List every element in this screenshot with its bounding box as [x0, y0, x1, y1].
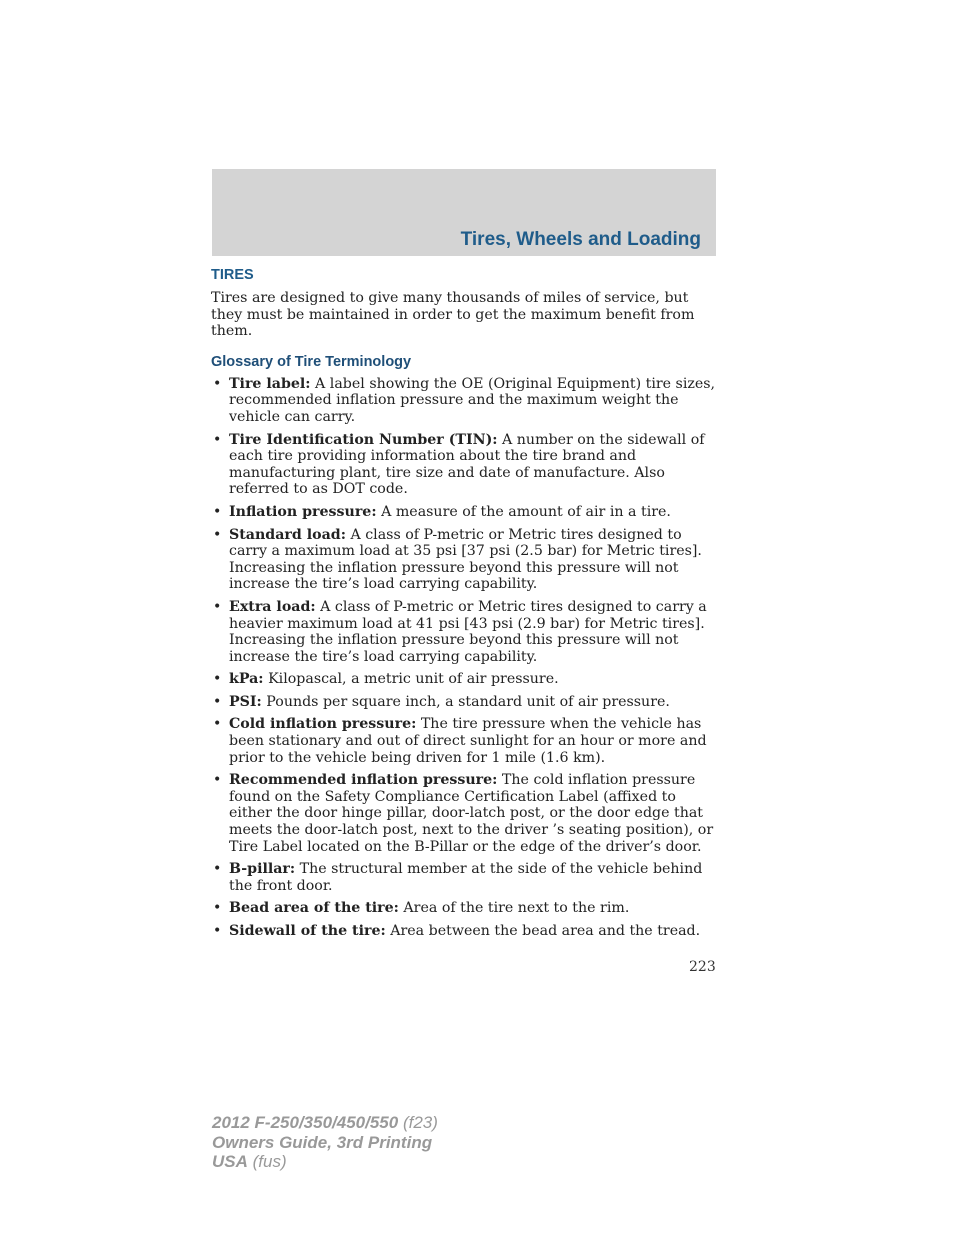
glossary-definition: Kilopascal, a metric unit of air pressure. [263, 671, 559, 688]
glossary-term: Tire label: [229, 375, 311, 392]
glossary-term: Cold inflation pressure: [229, 716, 417, 733]
glossary-item-b-pillar [211, 861, 717, 894]
glossary-term: Inflation pressure: [229, 503, 377, 520]
bullet-icon: • [213, 772, 222, 789]
intro-paragraph: Tires are designed to give many thousands of miles of service, but they must be maintained in order to get the maximum benefit from them. [211, 290, 695, 340]
glossary-item-kpa [211, 671, 717, 688]
bullet-icon: • [213, 598, 222, 615]
footer-line-printing: Owners Guide, 3rd Printing [212, 1132, 433, 1152]
glossary-definition: A class of P-metric or Metric tires designed to carry a maximum load at 35 psi [37 psi (2.5 bar) for Metric tires]. Increasing the inflation pressure beyond this pressure will not increase the tire’s load carrying capability. [229, 526, 702, 593]
bullet-icon: • [213, 671, 222, 688]
footer-model-code: (f23) [398, 1113, 438, 1132]
glossary-term: Standard load: [229, 526, 346, 543]
glossary-item-extra-load [211, 599, 717, 665]
footer-market: USA [212, 1152, 248, 1171]
glossary-item-tin [211, 432, 717, 498]
section-title: TIRES [211, 267, 254, 283]
bullet-icon: • [213, 526, 222, 543]
glossary-item-cold-inflation [211, 716, 717, 766]
glossary-term: Recommended inflation pressure: [229, 772, 498, 789]
glossary-definition: A label showing the OE (Original Equipment) tire sizes, recommended inflation pressure and the maximum weight the vehicle can carry. [229, 375, 716, 425]
glossary-list [211, 376, 717, 940]
footer-model: 2012 F-250/350/450/550 [212, 1113, 399, 1132]
bullet-icon: • [213, 503, 222, 520]
glossary-term: PSI: [229, 693, 262, 710]
glossary-item-sidewall [211, 923, 717, 940]
glossary-item-recommended-inflation [211, 772, 717, 855]
glossary-term: Tire Identification Number (TIN): [229, 431, 498, 448]
glossary-term: kPa: [229, 671, 264, 688]
glossary-item-tire-label [211, 376, 717, 426]
glossary-definition: A number on the sidewall of each tire providing information about the tire brand and manufacturing plant, tire size and date of manufacture. Also referred to as DOT code. [229, 431, 705, 498]
footer-edition-info [212, 1113, 438, 1172]
header-band [212, 169, 716, 256]
glossary-term: Extra load: [229, 598, 316, 615]
bullet-icon: • [213, 923, 222, 939]
glossary-definition: Area of the tire next to the rim. [398, 900, 630, 917]
glossary-definition: The tire pressure when the vehicle has been stationary and out of direct sunlight for an hour or more and prior to the vehicle being driven for 1 mile (1.6 km). [229, 716, 707, 766]
page-content [211, 266, 717, 946]
glossary-item-inflation-pressure [211, 504, 717, 521]
footer-market-code: (fus) [247, 1152, 287, 1171]
footer-line-market [212, 1152, 438, 1172]
bullet-icon: • [213, 716, 222, 733]
glossary-definition: Area between the bead area and the tread. [385, 923, 701, 939]
bullet-icon: • [213, 431, 222, 448]
glossary-term: B-pillar: [229, 861, 296, 878]
glossary-title: Glossary of Tire Terminology [211, 353, 412, 370]
bullet-icon: • [213, 693, 222, 710]
footer-line-model [212, 1113, 438, 1133]
page-number: 223 [689, 959, 716, 975]
glossary-definition: The cold inflation pressure found on the Safety Compliance Certification Label (affixed to either the door hinge pillar, door-latch post, or the door edge that meets the door-latch post, next to the driver ’s seating position), or Tire Label located on the B-Pillar or the edge of the driver’s door. [229, 772, 714, 855]
bullet-icon: • [213, 861, 222, 878]
chapter-title: Tires, Wheels and Loading [460, 229, 701, 250]
glossary-term: Bead area of the tire: [229, 900, 399, 917]
glossary-definition: Pounds per square inch, a standard unit of air pressure. [261, 693, 670, 710]
glossary-definition: A measure of the amount of air in a tire. [376, 503, 671, 520]
glossary-definition: A class of P-metric or Metric tires designed to carry a heavier maximum load at 41 psi [43 psi (2.9 bar) for Metric tires]. Increasing the inflation pressure beyond this pressure will not increase the tire’s load carrying capability. [229, 598, 707, 665]
bullet-icon: • [213, 900, 222, 917]
glossary-term: Sidewall of the tire: [229, 923, 386, 939]
bullet-icon: • [213, 375, 222, 392]
glossary-item-standard-load [211, 527, 717, 593]
glossary-item-psi [211, 694, 717, 711]
glossary-item-bead-area [211, 900, 717, 917]
glossary-definition: The structural member at the side of the vehicle behind the front door. [229, 861, 703, 894]
